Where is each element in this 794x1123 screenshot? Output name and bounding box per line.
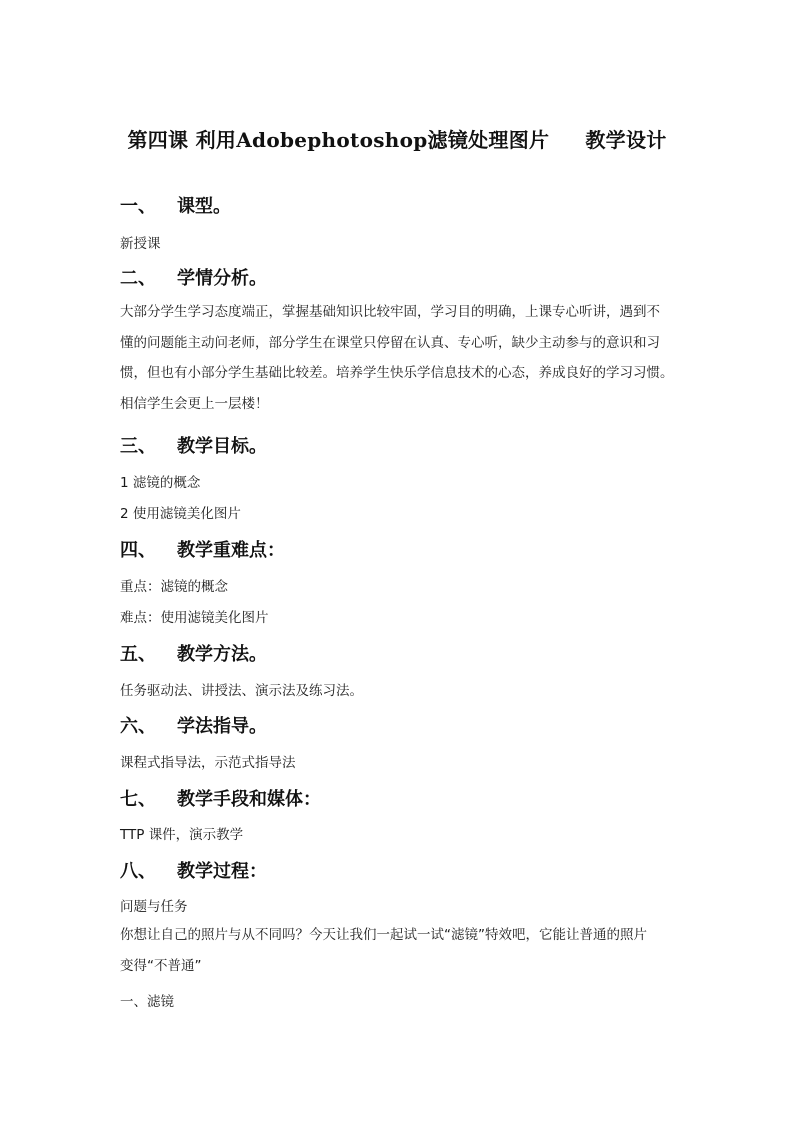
section-number: 一、 bbox=[120, 196, 156, 217]
section-title: 教学手段和媒体： bbox=[177, 789, 321, 810]
paragraph-line: 懂的问题能主动问老师，部分学生在课堂只停留在认真、专心听，缺少主动参与的意识和习 bbox=[120, 334, 660, 351]
section-heading-2 bbox=[120, 264, 267, 290]
title-suffix: 教学设计 bbox=[585, 128, 667, 152]
section-heading-1 bbox=[120, 192, 231, 218]
section-title: 学情分析。 bbox=[177, 268, 267, 289]
section-title: 教学目标。 bbox=[177, 436, 267, 457]
difficult-point-text: 难点：使用滤镜美化图片 bbox=[120, 610, 269, 626]
section-number: 七、 bbox=[120, 789, 156, 810]
section-title: 教学过程： bbox=[177, 861, 267, 882]
section-heading-3 bbox=[120, 432, 267, 458]
goal-item-2: 2 使用滤镜美化图片 bbox=[120, 506, 241, 522]
paragraph-line: 变得“不普通” bbox=[120, 957, 202, 974]
section-number: 三、 bbox=[120, 436, 156, 457]
section-heading-8 bbox=[120, 857, 267, 883]
section-number: 五、 bbox=[120, 644, 156, 665]
section-title: 教学方法。 bbox=[177, 644, 267, 665]
student-analysis-paragraph bbox=[120, 297, 685, 419]
section-number: 四、 bbox=[120, 540, 156, 561]
paragraph-line: 相信学生会更上一层楼！ bbox=[120, 395, 269, 412]
goal-item-1: 1 滤镜的概念 bbox=[120, 475, 201, 491]
study-guidance-text: 课程式指导法，示范式指导法 bbox=[120, 755, 296, 771]
title-lesson: 第四课 利用Adobephotoshop滤镜处理图片 bbox=[127, 128, 550, 152]
section-heading-7 bbox=[120, 785, 321, 811]
section-heading-4 bbox=[120, 536, 285, 562]
methods-text: 任务驱动法、讲授法、演示法及练习法。 bbox=[120, 683, 363, 699]
media-text: TTP 课件，演示教学 bbox=[120, 827, 244, 843]
paragraph-line: 惯，但也有小部分学生基础比较差。培养学生快乐学信息技术的心态，养成良好的学习习惯。 bbox=[120, 365, 674, 381]
section-title: 学法指导。 bbox=[177, 716, 267, 737]
section-title: 教学重难点： bbox=[177, 540, 285, 561]
section-title: 课型。 bbox=[177, 196, 231, 217]
section-number: 八、 bbox=[120, 861, 156, 882]
process-intro-paragraph bbox=[120, 920, 685, 981]
section-number: 二、 bbox=[120, 268, 156, 289]
paragraph-line: 大部分学生学习态度端正，掌握基础知识比较牢固，学习目的明确，上课专心听讲，遇到不 bbox=[120, 304, 660, 320]
section-heading-5 bbox=[120, 640, 267, 666]
paragraph-line: 你想让自己的照片与从不同吗？今天让我们一起试一试“滤镜”特效吧，它能让普通的照片 bbox=[120, 927, 647, 943]
section-heading-6 bbox=[120, 712, 267, 738]
key-point-text: 重点：滤镜的概念 bbox=[120, 579, 228, 595]
document-title bbox=[0, 124, 794, 153]
process-subheading: 一、滤镜 bbox=[120, 994, 174, 1010]
lesson-type-text: 新授课 bbox=[120, 236, 161, 252]
process-title-text: 问题与任务 bbox=[120, 899, 188, 915]
section-number: 六、 bbox=[120, 716, 156, 737]
